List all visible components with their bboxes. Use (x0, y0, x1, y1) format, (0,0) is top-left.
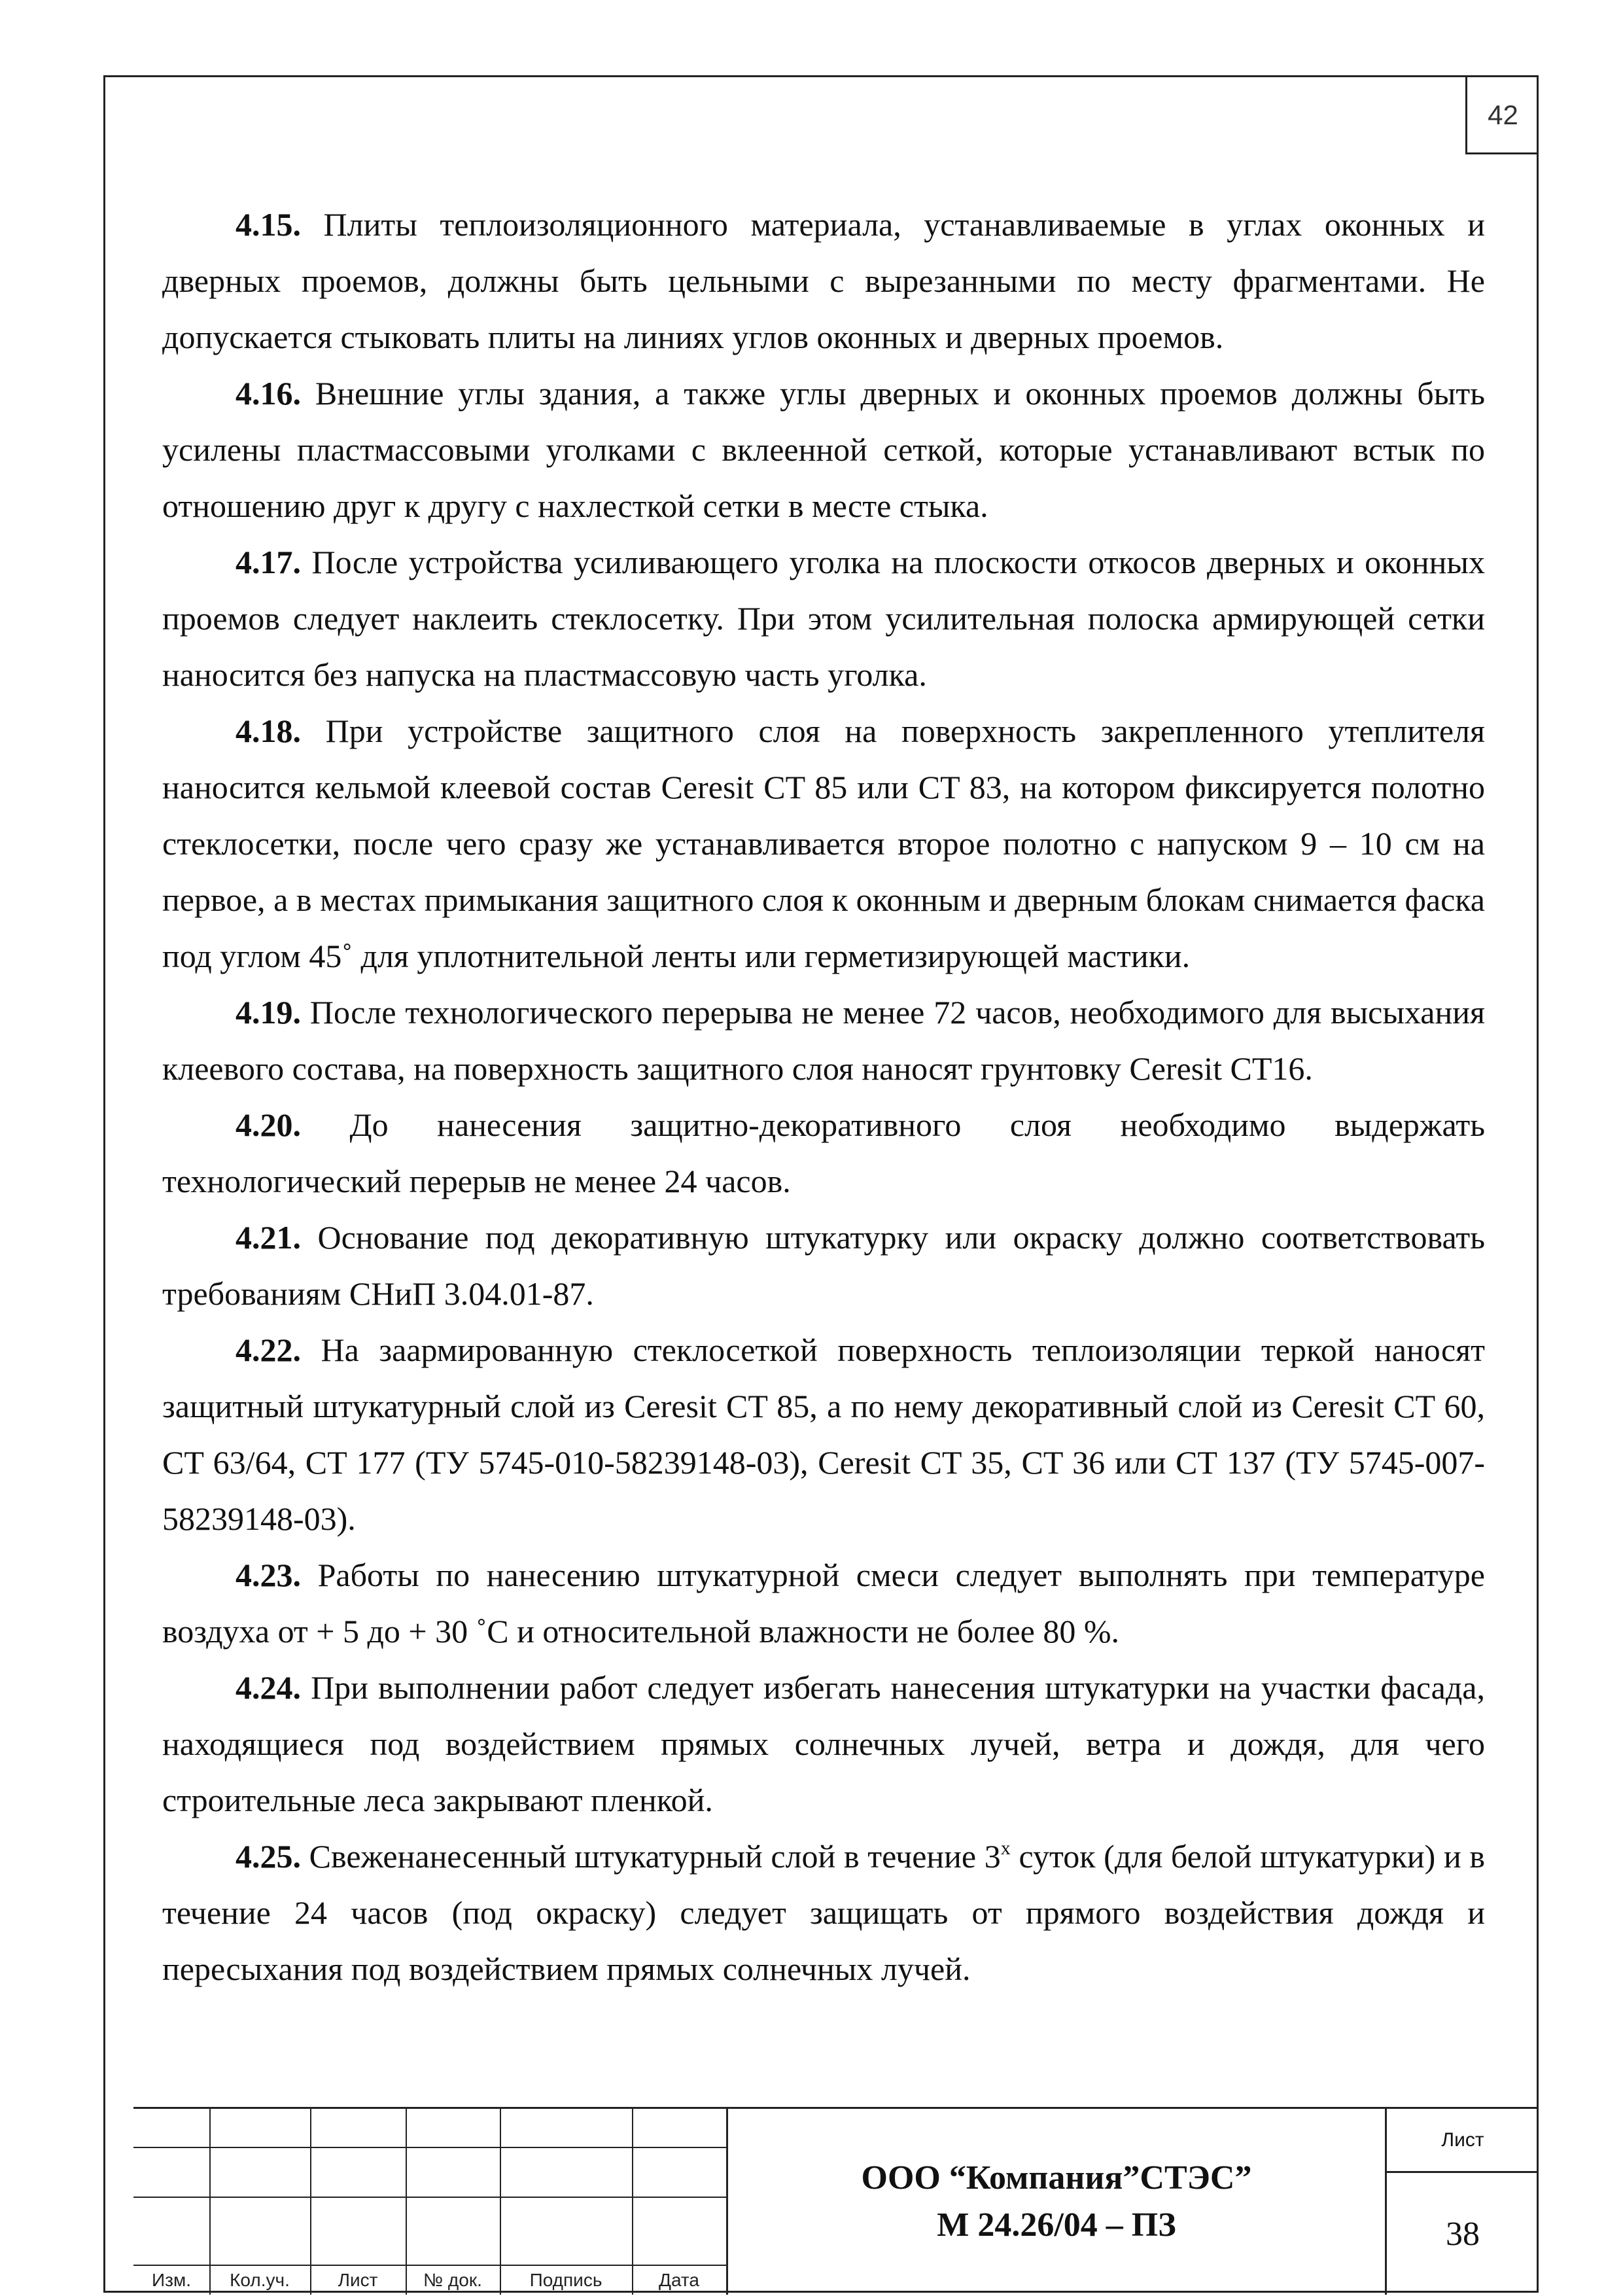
clause-text: При выполнении работ следует избегать нанесения штукатурки на участки фасада, находящиеся под воздействием прямых солнечных лучей, ветра и дождя, для чего строительные леса закрывают пленкой. (162, 1669, 1485, 1818)
clause-text: Основание под декоративную штукатурку или окраску должно соответствовать требованиям СНиП 3.04.01-87. (162, 1219, 1485, 1312)
paragraph-4-19 (162, 984, 1485, 1097)
paragraph-4-23 (162, 1547, 1485, 1659)
clause-text: Свеженанесенный штукатурный слой в течение 3 (301, 1838, 1001, 1875)
clause-text: суток (для белой штукатурки) и в течение 24 часов (под окраску) следует защищать от прямого воздействия дождя и пересыхания под воздействием прямых солнечных лучей. (162, 1838, 1485, 1987)
clause-text: До нанесения защитно-декоративного слоя необходимо выдержать технологический перерыв не менее 24 часов. (162, 1106, 1485, 1199)
clause-number: 4.21. (236, 1219, 301, 1256)
paragraph-4-20 (162, 1097, 1485, 1209)
clause-text: После технологического перерыва не менее 72 часов, необходимого для высыхания клеевого состава, на поверхность защитного слоя наносят грунтовку Ceresit CT16. (162, 994, 1485, 1087)
document-body (162, 196, 1485, 1997)
paragraph-4-24 (162, 1659, 1485, 1828)
sheet-label: Лист (1387, 2109, 1539, 2173)
col-label-signature: Подпись (529, 2270, 602, 2290)
col-label-qty: Кол.уч. (230, 2270, 290, 2290)
clause-number: 4.24. (236, 1669, 301, 1706)
clause-number: 4.22. (236, 1332, 301, 1368)
clause-text: Плиты теплоизоляционного материала, устанавливаемые в углах оконных и дверных проемов, должны быть цельными с вырезанными по месту фрагментами. Не допускается стыковать плиты на линиях углов оконных и дверных проемов. (162, 206, 1485, 355)
clause-number: 4.17. (236, 544, 301, 580)
clause-number: 4.20. (236, 1106, 301, 1143)
clause-text: После устройства усиливающего уголка на плоскости откосов дверных и оконных проемов следует наклеить стеклосетку. При этом усилительная полоска армирующей сетки наносится без напуска на пластмассовую часть уголка. (162, 544, 1485, 693)
title-block (133, 2107, 1539, 2293)
top-page-number: 42 (1465, 77, 1539, 154)
clause-number: 4.18. (236, 713, 301, 749)
col-label-date: Дата (658, 2270, 699, 2290)
paragraph-4-15 (162, 196, 1485, 365)
paragraph-4-16 (162, 365, 1485, 534)
col-label-change: Изм. (152, 2270, 191, 2290)
superscript: х (1000, 1837, 1011, 1859)
clause-number: 4.23. (236, 1557, 301, 1593)
paragraph-4-21 (162, 1209, 1485, 1322)
company-name: ООО “Компания”СТЭС” (861, 2159, 1252, 2197)
title-block-center (726, 2109, 1387, 2295)
paragraph-4-25 (162, 1828, 1485, 1997)
revision-grid (133, 2109, 726, 2295)
clause-text: Внешние углы здания, а также углы дверных и оконных проемов должны быть усилены пластмассовыми уголками с вклеенной сеткой, которые устанавливают встык по отношению друг к другу с нахлесткой сетки в месте стыка. (162, 375, 1485, 524)
clause-number: 4.25. (236, 1838, 301, 1875)
clause-text: На заармированную стеклосеткой поверхность теплоизоляции теркой наносят защитный штукатурный слой из Ceresit CT 85, а по нему декоративный слой из Ceresit CT 60, CT 63/64, CT 177 (ТУ 5745-010-58239148-03), Ceresit CT 35, CT 36 или CT 137 (ТУ 5745-007-58239148-03). (162, 1332, 1485, 1537)
paragraph-4-17 (162, 534, 1485, 703)
paragraph-4-22 (162, 1322, 1485, 1547)
clause-number: 4.15. (236, 206, 301, 243)
sheet-cell (1387, 2109, 1539, 2295)
clause-text: Работы по нанесению штукатурной смеси следует выполнять при температуре воздуха от + 5 до + 30 ˚С и относительной влажности не более 80 %. (162, 1557, 1485, 1650)
sheet-number: 38 (1446, 2215, 1480, 2253)
clause-number: 4.16. (236, 375, 301, 412)
clause-number: 4.19. (236, 994, 301, 1031)
document-code: М 24.26/04 – ПЗ (937, 2206, 1176, 2244)
paragraph-4-18 (162, 703, 1485, 984)
col-label-doc-no: № док. (423, 2270, 482, 2290)
clause-text: При устройстве защитного слоя на поверхность закрепленного утеплителя наносится кельмой клеевой состав Cerеsit CT 85 или CT 83, на котором фиксируется полотно стеклосетки, после чего сразу же устанавливается второе полотно с напуском 9 – 10 см на первое, а в местах примыкания защитного слоя к оконным и дверным блокам снимается фаска под углом 45˚ для уплотнительной ленты или герметизирующей мастики. (162, 713, 1485, 974)
col-label-sheet: Лист (338, 2270, 378, 2290)
